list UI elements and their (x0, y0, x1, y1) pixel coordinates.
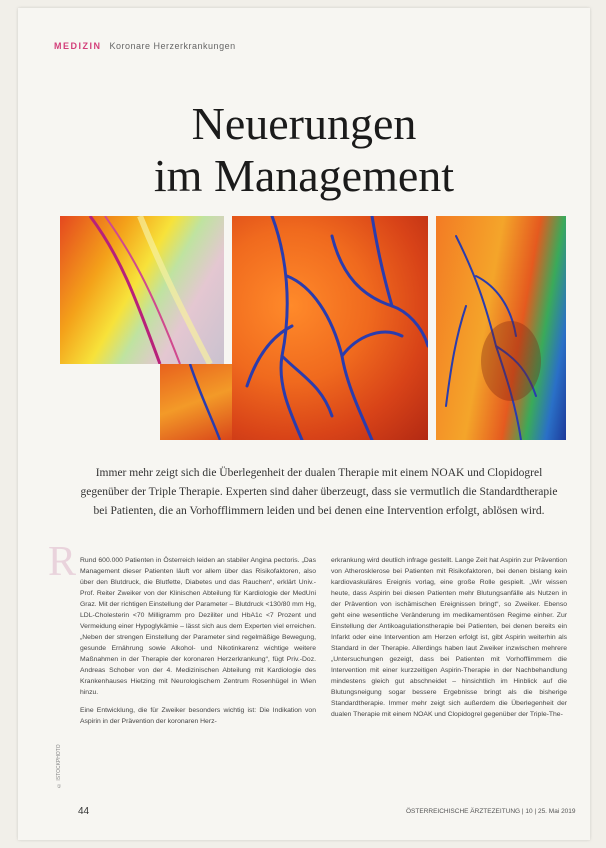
title-line-2: im Management (153, 150, 455, 201)
body-paragraph: Rund 600.000 Patienten in Österreich leiden an stabiler Angina pectoris. „Das Management dieser Patienten läuft vor allem über das Risikofaktoren, also über den Blutdruck, die Blutfette, Diabetes und das Rauchen“, erklärt Univ.-Prof. Reiter Zweiker von der Klinischen Abteilung für Kardiologie der MedUni Graz. Mit der richtigen Einstellung der Parameter – Blutdruck <130/80 mm Hg, LDL-Cholesterin <70 Milligramm pro Deziliter und HbA1c <7 Prozent und Vermeidung einer Hypoglykämie – lässt sich aus dem Experten viel erreichen. „Neben der strengen Einstellung der Parameter sind regelmäßige Bewegung, gesunde Ernährung sowie Alkohol- und Nikotinkarenz wichtige weitere Maßnahmen in der Therapie der koronaren Herzerkrankung“, fügt Priv.-Doz. Andreas Schober von der 4. Medizinischen Abteilung mit Kardiologie des Krankenhauses Hietzing mit Neurologischem Zentrum Rosenhügel in Wien hinzu. (80, 557, 316, 696)
section-header (54, 41, 236, 51)
body-column-left (80, 555, 316, 734)
angiography-image-left (60, 216, 224, 364)
angiography-image-center-extension (160, 364, 232, 440)
magazine-page (18, 8, 590, 840)
publication-footer: ÖSTERREICHISCHE ÄRZTEZEITUNG | 10 | 25. Mai 2019 (406, 808, 576, 815)
body-column-right (331, 555, 567, 727)
subsection-label: Koronare Herzerkrankungen (109, 41, 236, 51)
angiography-image-right (436, 216, 566, 440)
page-number: 44 (78, 806, 90, 817)
hero-image-collage (60, 216, 566, 440)
section-label: MEDIZIN (54, 41, 102, 51)
photo-credit: © ISTOCKPHOTO (56, 744, 62, 788)
drop-cap-ornament: R (48, 539, 77, 585)
article-title (18, 98, 590, 202)
body-paragraph: erkrankung wird deutlich infrage gestellt. Lange Zeit hat Aspirin zur Prävention von Atherosklerose bei Patienten mit Risikofaktoren, bei denen bislang kein kardiovaskuläres Ereignis vorlag, eine große Rolle gespielt. „Wir wissen heute, dass Aspirin bei diesen Patienten mehr Blutungsanfälle als Nutzen in der Prävention von ischämischen Ereignissen bringt“, so Zweiker. Ebenso geht eine wesentliche Veränderung im medikamentösen Regime einher. Zur Einstellung der Antikoagulationstherapie bei Patienten, bei denen bereits ein Infarkt oder eine Intervention am Herzen erfolgt ist, gibt Aspirin weiterhin als Standard in der Therapie. Allerdings haben laut Zweiker inzwischen mehrere „Untersuchungen gezeigt, dass bei Patienten mit Vorhofflimmern die Intervention mit einer kurzzeitigen Aspirin-Therapie in der Nachbehandlung mindestens gleich gut abschneidet – hinsichtlich im Hinblick auf die Blutungsneigung sogar bessere Ergebnisse bringt als die bisherige Standardtherapie. Immer mehr zeigt sich außerdem die Überlegenheit der dualen Therapie mit einem NOAK und Clopidogrel gegenüber der Triple-The- (331, 557, 567, 718)
article-lead: Immer mehr zeigt sich die Überlegenheit der dualen Therapie mit einem NOAK und Clopidogrel gegenüber der Triple Therapie. Experten sind daher überzeugt, dass sie vermutlich die Standardtherapie bei Patienten, die an Vorhofflimmern leiden und bei denen eine Intervention erfolgt, ablösen wird. (80, 467, 558, 517)
body-paragraph: Eine Entwicklung, die für Zweiker besonders wichtig ist: Die Indikation von Aspirin in der Prävention der koronaren Herz- (80, 707, 316, 725)
angiography-image-center (232, 216, 428, 440)
title-line-1: Neuerungen (191, 98, 417, 149)
